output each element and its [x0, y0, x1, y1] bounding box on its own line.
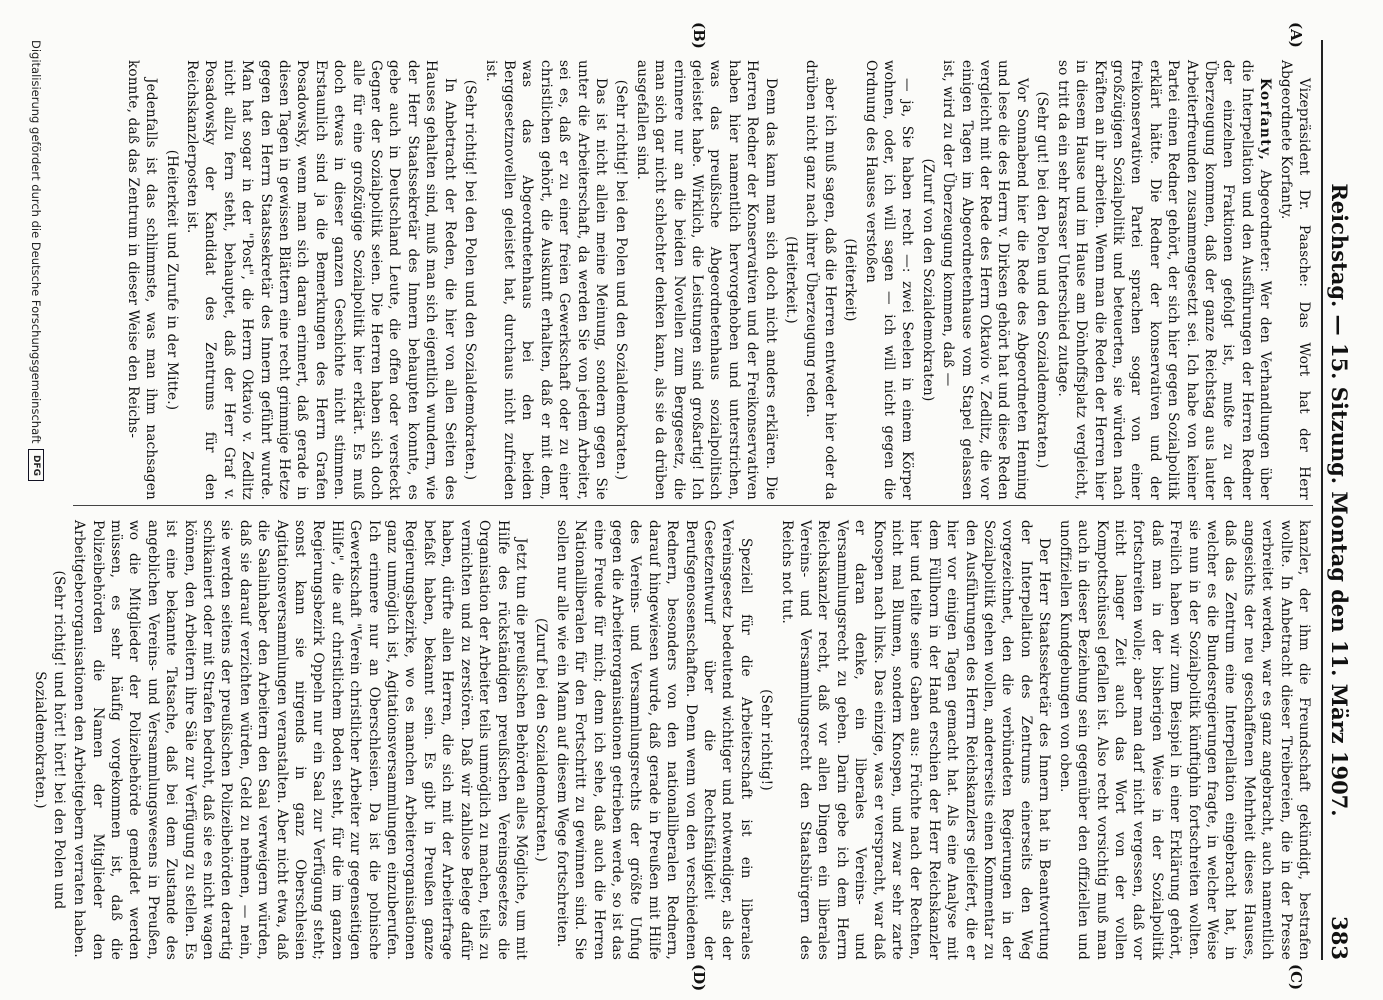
margin-mark-d: (D): [690, 964, 708, 992]
paragraph: Jedenfalls ist das schlimmste, was man ihm nachsagen konnte, daß das Zentrum in dieser Weise den Reichs-: [124, 60, 160, 500]
paragraph: Speziell für die Arbeiterschaft ist ein liberales Vereinsgesetz bedeutend wichtiger und notwendiger, als der Gesetzentwurf über die Rechtsfähigkeit der Berufsgenossenschaften. Denn wenn von den verschiedenen Rednern, besonders von den nationalliberalen Rednern, darauf hingewiesen wurde, daß gerade in Preußen mit Hilfe des Vereins- und Versammlungsrechts der größte Unfug gegen die Arbeiterorganisationen getrieben werde, so ist das eine Freude für mich; denn ich sehe, daß auch die Herren Nationalliberalen für den Fortschritt zu gewinnen sind. Sie sollen nur alle wie ein Mann auf diesem Wege fortschreiten.: [553, 520, 754, 960]
paragraph: aber ich muß sagen, daß die Herren entweder hier oder da drüben nicht ganz nach ihrer Überzeugung reden.: [803, 60, 838, 500]
margin-mark-b: (B): [690, 22, 708, 49]
margin-mark-a: (A): [1287, 22, 1305, 48]
paragraph: Denn das kann man sich doch nicht anders erklären. Die Herren Redner der Konservativen und der Freikonservativen haben hier namentlich hervorgehoben und unterstrichen, was das preußische Abgeordnetenhaus sozialpolitisch geleistet habe. Wirklich, die Leistungen sind großartig! Ich erinnere nur an die beiden Novellen zum Berggesetz, die man sich gar nicht schlechter denken kann, als sie da drüben ausgefallen sind.: [633, 60, 779, 500]
interjection: (Sehr richtig! bei den Polen und den Sozialdemokraten.): [462, 79, 479, 481]
interjection: (Sehr richtig! und hört! hört! bei den Polen und Sozialdemokraten.): [32, 570, 67, 910]
interjection: (Heiterkeit und Zurufe in der Mitte.): [163, 149, 180, 411]
interjection: (Sehr richtig! bei den Polen und den Sozialdemokraten.): [613, 79, 630, 481]
interjection: (Heiterkeit): [842, 238, 859, 322]
speech-text: Abgeordneter: Wer den Verhandlungen über die Interpellation und den Ausführungen der Herren Redner der einzelnen Fraktionen gefolgt ist, mußte zu der Überzeugung kommen, daß der ganze Reichstag aus lauter Arbeiterfreunden zusammengesetzt sei. Ich habe von keiner Partei einen Redner gehört, der sich hier gegen Sozialpolitik erklärt hätte. Die Redner der konservativen und der freikonservativen Partei sprachen sogar von einer großzügigen Sozialpolitik und beteuerten, sie würden nach Kräften an ihr arbeiten. Wenn man die Reden der Herren hier in diesem Hause und im Hause am Dönhoffsplatz vergleicht, so tritt da ein sehr krasser Unterschied zutage.: [1054, 60, 1274, 501]
page-header: [1321, 40, 1357, 960]
interjection: (Sehr gut! bei den Polen und den Sozialdemokraten.): [1034, 91, 1051, 469]
interjection: (Zuruf von den Sozialdemokraten): [919, 158, 936, 402]
left-column: [73, 60, 1313, 500]
dfg-logo-icon: DFG: [28, 449, 44, 481]
speaker-intro: Vizepräsident Dr. Paasche: Das Wort hat der Herr Abgeordnete Korfanty.: [1277, 60, 1312, 500]
paragraph: In Anbetracht der Reden, die hier von allen Seiten des Hauses gehalten sind, muß man sich eigentlich wundern, wie der Herr Staatssekretär des Innern behaupten konnte, es gebe auch in Deutschland Leute, die offen oder versteckt Gegner der Sozialpolitik seien. Die Herren haben sich doch alle für eine großzügige Sozialpolitik hier erklärt. Es muß doch etwas in dieser ganzen Geschichte nicht stimmen. Erstaunlich sind ja die Bemerkungen des Herrn Grafen Posadowsky, wenn man sich daran erinnert, daß gerade in diesen Tagen in gewissen Blättern eine recht grimmige Hetze gegen den Herrn Staatssekretär des Innern geführt wurde. Man hat sogar in der "Post", die Herrn Oktavio v. Zedlitz nicht allzu fern steht, behauptet, daß der Herr Graf v. Posadowsky der Kandidat des Zentrums für den Reichskanzlerposten ist.: [184, 60, 458, 500]
paragraph: Der Herr Staatssekretär des Innern hat in Beantwortung der Interpellation des Zentrums einerseits den Weg vorgezeichnet, den die verbündeten Regierungen in der Sozialpolitik gehen wollen, andererseits einen Kommentar zu den Ausführungen des Herrn Reichskanzlers geliefert, die er hier vor einigen Tagen gemacht hat. Als eine Analyse mit dem Füllhorn in der Hand erschien der Herr Reichskanzler hier und teilte seine Gaben aus: Früchte nach der Rechten, nicht mal Blumen, sondern Knospen, und zwar sehr zarte Knospen nach links. Das einzige, was er verspracht, war daß er daran denke, ein liberales Vereins- und Versammlungsrecht zu geben. Darin gebe ich dem Herrn Reichskanzler recht, daß vor allen Dingen ein liberales Vereins- und Versammlungsrecht den Staatsbürgern des Reichs not tut.: [778, 520, 1053, 960]
speaker-name: Korfanty,: [1257, 78, 1274, 162]
interjection: (Sehr richtig!): [758, 689, 775, 791]
paragraph: Das ist nicht allein meine Meinung, sondern gegen Sie unter die Arbeiterschaft, da werden Sie von jedem Arbeiter, sei es, daß er zu einer freien Gewerkschaft oder zu einer christlichen gehört, die Auskunft erhalten, daß er mit dem, was das Abgeordnetenhaus bei den beiden Berggesetznovellen geleistet hat, durchaus nicht zufrieden ist.: [482, 60, 609, 500]
paragraph: kanzler, der ihm die Freundschaft gekündigt, bestrafen wollte. In Anbetracht dieser Treibereien, die in der Presse verbreitet werden, war es ganz angebracht, auch namentlich angesichts der neu geschaffenen Mehrheit dieses Hauses, daß das Zentrum eine Interpellation eingebracht hat, in welcher es die Bundesregierungen fragte, in welcher Weise sie nun in der Sozialpolitik künftighin fortschreiten wollten. Freilich haben wir zum Beispiel in einer Erklärung gehört, daß man in der bisherigen Weise in der Sozialpolitik fortschreiten wolle; aber man darf nicht vergessen, daß vor nicht langer Zeit auch das Wort von der vollen Kompottschüssel gefallen ist. Also recht vorsichtig muß man auch in dieser Beziehung sein gegenüber den offiziellen und unoffiziellen Kundgebungen von oben.: [1056, 520, 1312, 960]
margin-mark-c: (C): [1287, 964, 1305, 991]
paragraph: Vor Sonnabend hier die Rede des Abgeordneten Henning und lese die des Herrn v. Dirksen gehört hat und diese Reden vergleicht mit der Rede des Herrn Oktavio v. Zedlitz, die vor einigen Tagen im Abgeordnetenhause vom Stapel gelassen ist, wird zu der Überzeugung kommen, daß —: [940, 60, 1030, 500]
column-divider: [73, 505, 1313, 506]
interjection: (Heiterkeit.): [783, 236, 800, 324]
page-number: 383: [1327, 916, 1353, 960]
interjection: (Zuruf bei den Sozialdemokraten.): [533, 618, 550, 862]
paragraph: Jetzt tun die preußischen Behörden alles Mögliche, um mit Hilfe des rückständigen preußischen Vereinsgesetzes die Organisation der Arbeiter teils unmöglich zu machen, teils zu vernichten und zu zerstören. Daß wir zahllose Belege dafür haben, dürfte allen Herren, die sich mit der Arbeiterfrage befaßt haben, bekannt sein. Es gibt in Preußen ganze Regierungsbezirke, wo es manchen Arbeiterorganisationen ganz unmöglich ist, Agitationsversammlungen einzuberufen. Ich erinnere nur an Oberschlesien. Da ist die polnische Gewerkschaft "Verein christlicher Arbeiter zur gegenseitigen Hilfe", die auf christlichem Boden steht, für die im ganzen Regierungsbezirk Oppeln nur ein Saal zur Verfügung steht; sonst kann sie nirgends in ganz Oberschlesien Agitationsversammlungen veranstalten. Aber nicht etwa, daß die Saalinhaber den Arbeitern den Saal verweigern würden, daß sie darauf verzichten würden, Geld zu nehmen, — nein, sie werden seitens der preußischen Polizeibehörden derartig schikaniert oder mit Strafen bedroht, daß sie es nicht wagen können, den Arbeitern ihre Säle zur Verfügung zu stellen. Es ist eine bekannte Tatsache, daß bei dem Zustande des angeblichen Vereins- und Versammlungswesens in Preußen, wo die Mitglieder der Polizeibehörde gemeldet werden müssen, es sehr häufig vorgekommen ist, daß die Polizeibehörden die Namen der Mitglieder den Arbeitgeberorganisationen den Arbeitgebern verraten haben.: [71, 520, 529, 960]
right-column: [32, 520, 1313, 960]
speech-paragraph: [1053, 60, 1274, 500]
page-footer: [21, 40, 51, 960]
paragraph: — ja, Sie haben recht —: zwei Seelen in einem Körper wohnen, oder, ich will sagen — ich will nicht gegen die Ordnung des Hauses verstoßen: [862, 60, 916, 500]
header-title: Reichstag. — 15. Sitzung. Montag den 11. März 1907.: [1327, 183, 1353, 817]
footer-credit: Digitalisierung gefördert durch die Deutsche Forschungsgemeinschaft: [29, 40, 43, 444]
